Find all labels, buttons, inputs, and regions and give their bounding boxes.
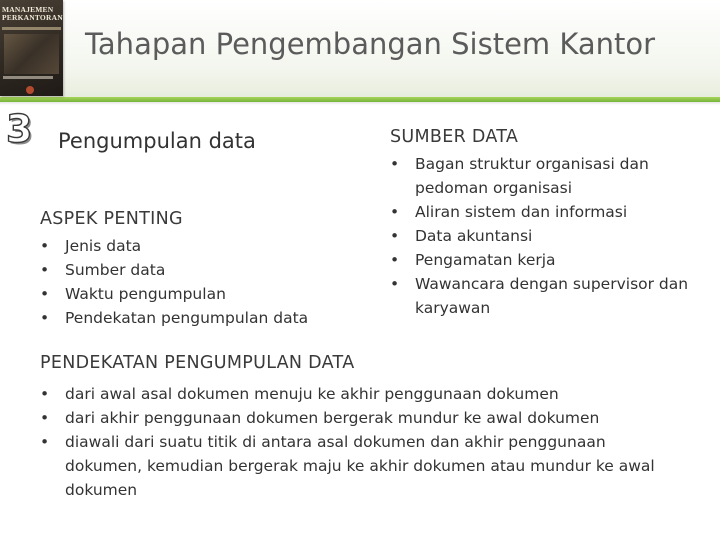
list-item [40,234,360,258]
bullet-icon: • [390,203,400,221]
list-item [390,152,710,200]
bullet-icon: • [40,285,50,303]
slide-title: Tahapan Pengembangan Sistem Kantor [85,27,656,61]
aspek-penting-heading: ASPEK PENTING [40,209,183,229]
pendekatan-heading: PENDEKATAN PENGUMPULAN DATA [40,353,355,373]
bullet-icon: • [40,309,50,327]
list-item-text: dari awal asal dokumen menuju ke akhir penggunaan dokumen [65,385,559,403]
list-item-text: diawali dari suatu titik di antara asal dokumen dan akhir penggunaan dokumen, kemudian bergerak maju ke akhir dokumen atau mundur ke awal dokumen [65,433,655,499]
list-item [40,430,680,502]
list-item-text: Sumber data [65,261,166,279]
list-item [40,306,360,330]
header-rule-shadow [0,102,720,105]
bullet-icon: • [40,385,50,403]
book-publisher-logo [26,86,34,94]
list-item-text: Pengamatan kerja [415,251,556,269]
bullet-icon: • [390,275,400,293]
list-item [390,224,710,248]
book-cover-art [4,34,59,74]
list-item-text: Bagan struktur organisasi dan pedoman organisasi [415,155,649,197]
bullet-icon: • [390,251,400,269]
step-label: Pengumpulan data [58,129,256,153]
book-cover-subtitle-strip [2,27,61,30]
list-item [390,200,710,224]
book-cover-title: MANAJEMEN PERKANTORAN [2,5,63,22]
list-item [40,282,360,306]
bullet-icon: • [40,261,50,279]
list-item-text: dari akhir penggunaan dokumen bergerak mundur ke awal dokumen [65,409,600,427]
list-item [390,248,710,272]
bullet-icon: • [390,227,400,245]
list-item-text: Data akuntansi [415,227,533,245]
sumber-data-list [390,152,710,320]
bullet-icon: • [40,237,50,255]
bullet-icon: • [40,433,50,451]
bullet-icon: • [40,409,50,427]
list-item-text: Aliran sistem dan informasi [415,203,628,221]
list-item-text: Wawancara dengan supervisor dan karyawan [415,275,689,317]
list-item-text: Waktu pengumpulan [65,285,226,303]
list-item [390,272,710,320]
list-item [40,258,360,282]
list-item [40,406,680,430]
sumber-data-heading: SUMBER DATA [390,127,519,147]
list-item [40,382,680,406]
bullet-icon: • [390,155,400,173]
list-item-text: Jenis data [65,237,142,255]
step-number: 3 [6,107,33,151]
book-cover-author-strip [3,76,53,79]
aspek-penting-list [40,234,360,330]
book-cover-image [0,0,63,96]
pendekatan-list [40,382,680,502]
list-item-text: Pendekatan pengumpulan data [65,309,309,327]
